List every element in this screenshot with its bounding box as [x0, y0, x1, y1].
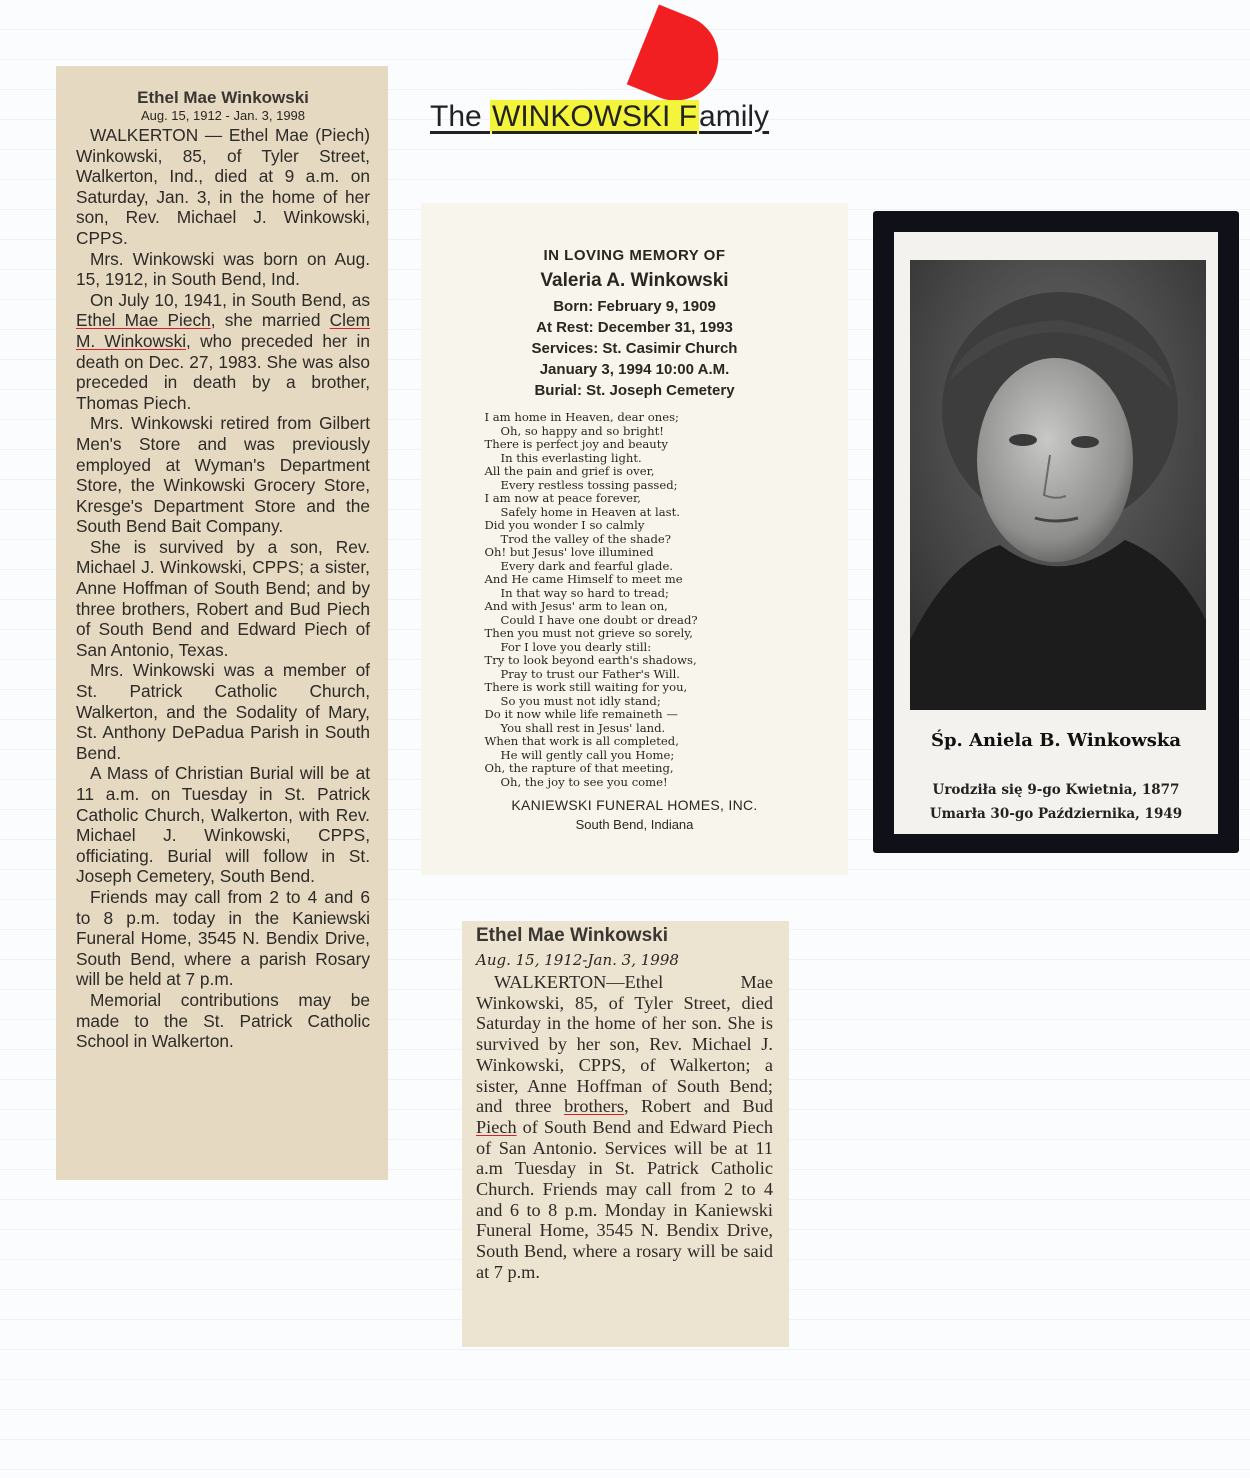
poem-line: And He came Himself to meet me [484, 572, 683, 586]
paragraph-9: Memorial contributions may be made to the St. Patrick Catholic School in Walkerton. [76, 989, 370, 1052]
poem-line: When that work is all completed, [484, 734, 679, 748]
underlined-word-piech: Piech [476, 1116, 517, 1137]
poem-line: Oh! but Jesus' love illumined [484, 545, 654, 559]
poem-line: In this everlasting light. [500, 450, 642, 465]
prayer-card [873, 211, 1239, 853]
poem-line: Oh, so happy and so bright! [500, 423, 664, 438]
funeral-home-city: South Bend, Indiana [575, 817, 694, 832]
poem-line: There is perfect joy and beauty [484, 437, 668, 451]
funeral-home: KANIEWSKI FUNERAL HOMES, INC. [511, 797, 758, 813]
paragraph-3-text: On July 10, 1941, in South Bend, as [90, 289, 370, 310]
card-burial: Burial: St. Joseph Cemetery [534, 382, 735, 399]
poem-line: You shall rest in Jesus' land. [500, 720, 666, 735]
underlined-name-clem: Clem M. Winkowski [76, 310, 370, 351]
poem-line: Oh, the joy to see you come! [500, 774, 668, 789]
poem-line: There is work still waiting for you, [484, 680, 688, 694]
portrait-photo [910, 260, 1206, 710]
paragraph-5: She is survived by a son, Rev. Michael J. Winkowski, CPPS; a sister, Anne Hoffman of South Bend; and by three brothers, Robert and Bud Piech of South Bend and Edward Piech of San Antonio, Texas. [76, 536, 370, 660]
underlined-name-ethel: Ethel Mae Piech [76, 310, 211, 331]
poem-line: I am now at peace forever, [484, 491, 641, 505]
clipping-name: Ethel Mae Winkowski [137, 88, 309, 107]
prayer-card-inner [894, 232, 1218, 834]
card-heading: IN LOVING MEMORY OF [543, 247, 726, 264]
paragraph-3-text: , she married [210, 310, 330, 331]
poem-line: I am home in Heaven, dear ones; [484, 410, 679, 424]
poem-line: Trod the valley of the shade? [500, 531, 671, 546]
memorial-card [421, 203, 848, 875]
poem-line: So you must not idly stand; [500, 693, 661, 708]
clipping-body [476, 972, 773, 1283]
poem-line: Try to look beyond earth's shadows, [484, 653, 697, 667]
card-date: January 3, 1994 10:00 A.M. [539, 361, 730, 378]
clipping-body-text: WALKERTON—Ethel Mae Winkowski, 85, of Tyler Street, died Saturday in the home of her son. She is survived by her son, Rev. Michael J. Winkowski, CPPS, of Walkerton; a sister, Anne Hoffman of South Bend; and three [476, 972, 773, 1117]
card-name: Valeria A. Winkowski [540, 270, 729, 291]
poem-line: All the pain and grief is over, [484, 464, 655, 478]
paragraph-1: WALKERTON — Ethel Mae (Piech) Winkowski, 85, of Tyler Street, Walkerton, Ind., died at 9 a.m. on Saturday, Jan. 3, in the home of her son, Rev. Michael J. Winkowski, CPPS. [76, 125, 370, 248]
clipping-dates: Aug. 15, 1912 - Jan. 3, 1998 [140, 108, 306, 123]
card-born: Born: February 9, 1909 [553, 298, 716, 315]
title-post: amily [699, 100, 770, 133]
obituary-clipping-bottom [462, 921, 789, 1347]
prayer-card-name: Śp. Aniela B. Winkowska [930, 730, 1182, 751]
poem [485, 411, 785, 789]
poem-line: For I love you dearly still: [500, 639, 652, 654]
poem-line: Every dark and fearful glade. [500, 558, 673, 573]
paragraph-2: Mrs. Winkowski was born on Aug. 15, 1912, in South Bend, Ind. [76, 248, 370, 290]
poem-line: Pray to trust our Father's Will. [500, 666, 680, 681]
title-pre: The [430, 100, 491, 133]
paragraph-8: Friends may call from 2 to 4 and 6 to 8 p.m. today in the Kaniewski Funeral Home, 3545 N. Bendix Drive, South Bend, where a parish Rosary will be held at 7 p.m. [76, 886, 370, 990]
underlined-word-brothers: brothers [564, 1096, 625, 1117]
paragraph-4: Mrs. Winkowski retired from Gilbert Men's Store and was previously employed at Wyman's Department Store, the Winkowski Grocery Store, Kresge's Department Store and the South Bend Bait Company. [76, 413, 370, 537]
title-highlight: WINKOWSKI F [492, 100, 698, 133]
obituary-clipping-left [56, 66, 388, 1180]
poem-line: Safely home in Heaven at last. [500, 504, 680, 519]
poem-line: Could I have one doubt or dread? [500, 612, 698, 627]
paragraph-3-text: , who preceded her in death on Dec. 27, 1983. She was also preceded in death by a brother, Thomas Piech. [76, 330, 370, 413]
poem-line: Every restless tossing passed; [500, 477, 678, 492]
poem-line: Then you must not grieve so sorely, [484, 626, 693, 640]
card-services: Services: St. Casimir Church [531, 340, 738, 357]
clipping-body-text: of South Bend and Edward Piech of San Antonio. Services will be at 11 a.m Tuesday in St. Patrick Catholic Church. Friends may call from 2 to 4 and 6 to 8 p.m. Monday in Kaniewski Funeral Home, 3545 N. Bendix Drive, South Bend, where a rosary will be said at 7 p.m. [476, 1116, 773, 1282]
paragraph-6: Mrs. Winkowski was a member of St. Patrick Catholic Church, Walkerton, and the Sodality of Mary, St. Anthony DePadua Parish in South Bend. [76, 660, 370, 763]
clipping-name: Ethel Mae Winkowski [476, 925, 668, 946]
card-rest: At Rest: December 31, 1993 [536, 319, 733, 336]
page-title [430, 100, 769, 134]
prayer-card-born: Urodziła się 9-go Kwietnia, 1877 [932, 782, 1180, 798]
poem-line: In that way so hard to tread; [500, 585, 669, 600]
poem-line: Did you wonder I so calmly [484, 518, 645, 532]
prayer-card-died: Umarła 30-go Października, 1949 [929, 806, 1183, 822]
poem-line: He will gently call you Home; [500, 747, 675, 762]
clipping-dates: Aug. 15, 1912-Jan. 3, 1998 [476, 951, 679, 969]
paragraph-7: A Mass of Christian Burial will be at 11 a.m. on Tuesday in St. Patrick Catholic Church, Walkerton, with Rev. Michael J. Winkowski, CPPS, officiating. Burial will follow in St. Joseph Cemetery, South Bend. [76, 763, 370, 887]
clipping-body-text: , Robert and Bud [624, 1096, 773, 1117]
poem-line: And with Jesus' arm to lean on, [484, 599, 668, 613]
poem-line: Do it now while life remaineth — [484, 707, 678, 721]
red-tab-marker [627, 5, 732, 114]
poem-line: Oh, the rapture of that meeting, [484, 761, 674, 775]
paragraph-3 [76, 290, 370, 414]
